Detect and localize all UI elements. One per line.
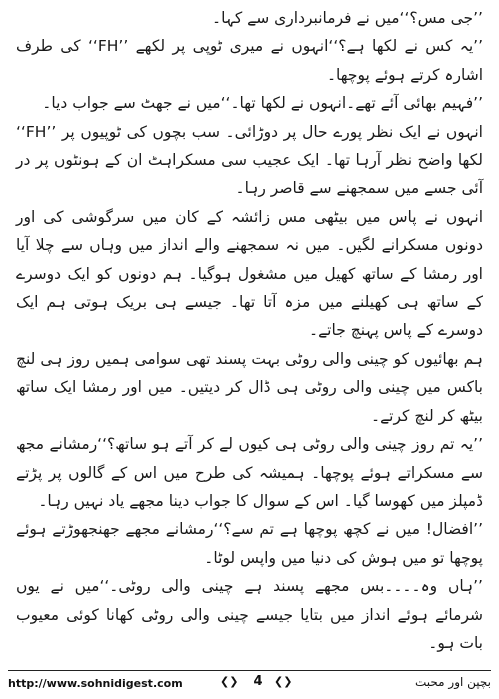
paragraph-6: ہم بھائیوں کو چینی والی روٹی بہت پسند تھی سوامی ہمیں روز ہی لنچ باکس میں چینی والی روٹی ہی ڈال کر دیتیں۔ میں اور رمشا ایک ساتھ بیٹھ کر لنچ کرتے۔	[16, 349, 483, 425]
paragraph-9: ’’ہاں وہ۔۔۔۔بس مجھے پسند ہے چینی والی روٹی۔‘‘میں نے یوں شرمائے ہوئے انداز میں بتایا جیسے چینی والی روٹی کھانا کوئی معیوب بات ہو۔	[16, 577, 483, 652]
paragraph-4: انہوں نے ایک نظر پورے حال پر دوڑائی۔ سب بچوں کی ٹوپیوں پر ’’FH‘‘ لکھا واضح نظر آرہا تھا۔ ایک عجیب سی مسکراہٹ ان کے ہونٹوں پر در آئی جسے میں سمجھنے سے قاصر رہا۔	[16, 122, 483, 198]
ornament-icon: ❮❯	[220, 675, 239, 688]
story-body	[16, 4, 483, 657]
paragraph-8: ’’افضال! میں نے کچھ پوچھا ہے تم سے؟‘‘رمشانے مجھے جھنجھوڑتے ہوئے پوچھا تو میں ہوش کی دنیا میں واپس لوٹا۔	[16, 520, 483, 567]
page-number: 4	[253, 674, 263, 689]
paragraph-3: ’’فہیم بھائی آئے تھے۔انہوں نے لکھا تھا۔‘‘میں نے جھٹ سے جواب دیا۔	[42, 94, 483, 113]
page-footer	[8, 672, 491, 696]
paragraph-7: ’’یہ تم روز چینی والی روٹی ہی کیوں لے کر آتے ہو ساتھ؟‘‘رمشانے مجھ سے مسکراتے ہوئے پوچھا۔ ہمیشہ کی طرح میں اس کے گالوں پر پڑتے ڈمپلز میں کھوسا گیا۔ اس کے سوال کا جواب دینا مجھے یاد نہیں رہا۔	[16, 435, 483, 510]
story-title: بچپن اور محبت	[415, 675, 491, 689]
paragraph-1: ’’جی مس؟‘‘میں نے فرمانبرداری سے کہا۔	[211, 9, 483, 27]
paragraph-5: انہوں نے پاس میں بیٹھی مس زائشہ کے کان میں سرگوشی کی اور دونوں مسکرانے لگیں۔ میں نہ سمجھنے والے انداز میں وہاں سے چلا آیا اور رمشا کے ساتھ کھیل میں مشغول ہوگیا۔ ہم دونوں کو ایک دوسرے کے ساتھ ہی کھیلنے میں مزہ آتا تھا۔ جیسے ہی بریک ہوتی ہم ایک دوسرے کے پاس پہنچ جاتے۔	[16, 207, 483, 340]
ornament-icon: ❮❯	[274, 675, 293, 688]
footer-divider	[8, 670, 491, 671]
footer-url-link[interactable]: http://www.sohnidigest.com	[8, 677, 183, 690]
paragraph-2: ’’یہ کس نے لکھا ہے؟‘‘انہوں نے میری ٹوپی پر لکھے ’’FH‘‘ کی طرف اشارہ کرتے ہوئے پوچھا۔	[16, 37, 483, 84]
